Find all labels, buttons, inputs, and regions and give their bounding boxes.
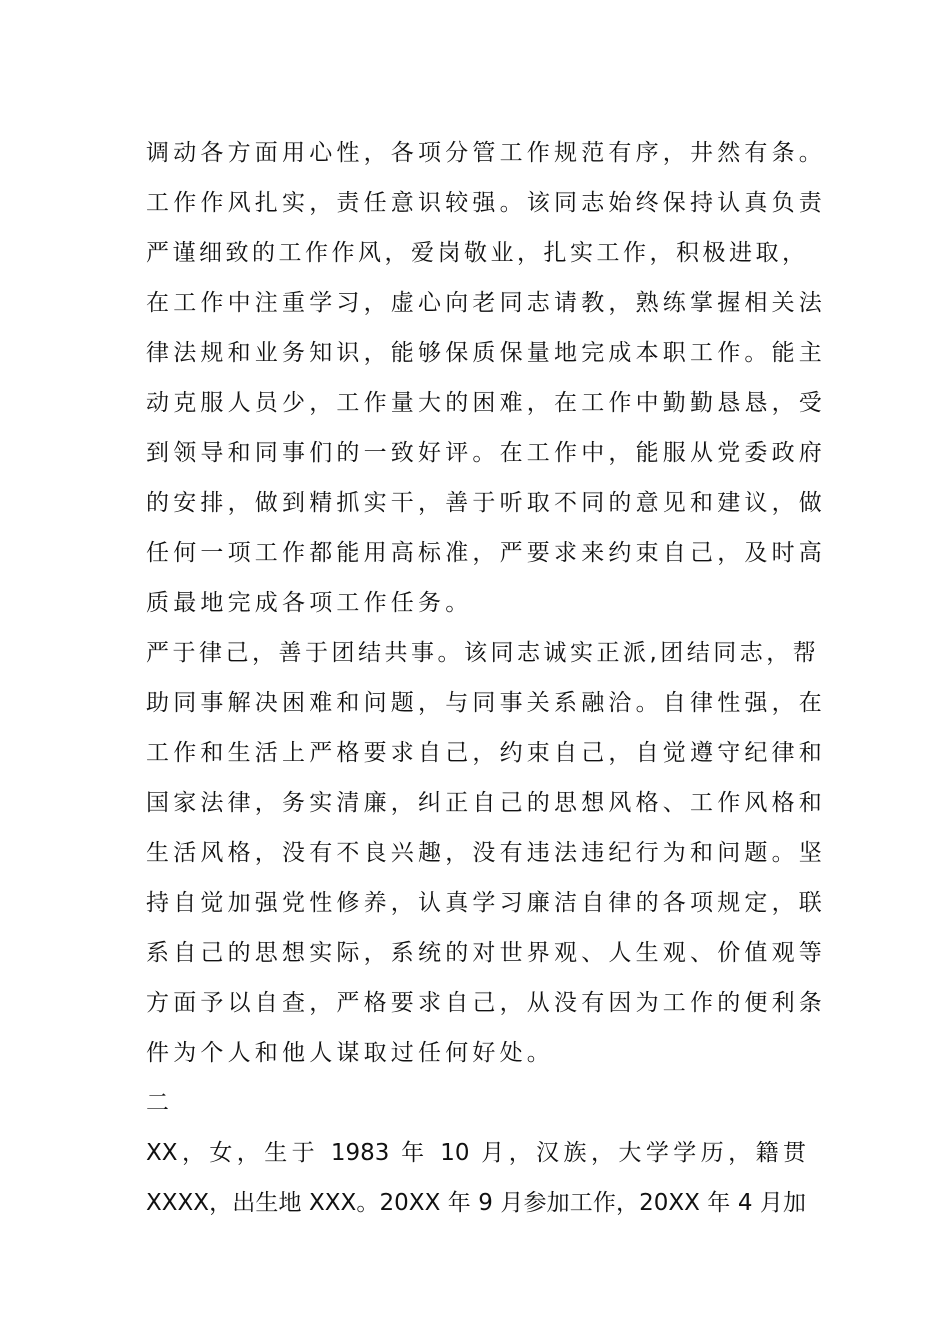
text-line: 持自觉加强党性修养，认真学习廉洁自律的各项规定，联 <box>146 890 826 916</box>
text-line: 动克服人员少，工作量大的困难，在工作中勤勤恳恳，受 <box>146 390 826 416</box>
text-line: 方面予以自查，严格要求自己，从没有因为工作的便利条 <box>146 990 826 1016</box>
text-line: 严于律己，善于团结共事。该同志诚实正派,团结同志，帮 <box>146 640 820 666</box>
text-line: 的安排，做到精抓实干，善于听取不同的意见和建议，做 <box>146 490 826 516</box>
section-marker: 二 <box>146 1090 174 1116</box>
text-line: 调动各方面用心性，各项分管工作规范有序，井然有条。 <box>146 140 826 166</box>
text-line: 严谨细致的工作作风，爱岗敬业，扎实工作，积极进取， <box>146 240 809 266</box>
text-line: 系自己的思想实际，系统的对世界观、人生观、价值观等 <box>146 940 826 966</box>
text-line: 助同事解决困难和问题，与同事关系融洽。自律性强，在 <box>146 690 826 716</box>
text-line: 在工作中注重学习，虚心向老同志请教，熟练掌握相关法 <box>146 290 826 316</box>
text-line: 律法规和业务知识，能够保质保量地完成本职工作。能主 <box>146 340 826 366</box>
text-line: 工作作风扎实，责任意识较强。该同志始终保持认真负责 <box>146 190 826 216</box>
text-line: 件为个人和他人谋取过任何好处。 <box>146 1040 554 1066</box>
document-body <box>146 128 826 1228</box>
text-line: XX，女，生于 1983 年 10 月，汉族，大学学历，籍贯 <box>146 1140 806 1166</box>
text-line: 质最地完成各项工作任务。 <box>146 590 473 616</box>
text-line: 国家法律，务实清廉，纠正自己的思想风格、工作风格和 <box>146 790 826 816</box>
text-line: XXXX，出生地 XXX。20XX 年 9 月参加工作，20XX 年 4 月加 <box>146 1190 806 1216</box>
text-line: 工作和生活上严格要求自己，约束自己，自觉遵守纪律和 <box>146 740 826 766</box>
text-line: 任何一项工作都能用高标准，严要求来约束自己，及时高 <box>146 540 826 566</box>
text-line: 生活风格，没有不良兴趣，没有违法违纪行为和问题。坚 <box>146 840 826 866</box>
text-line: 到领导和同事们的一致好评。在工作中，能服从党委政府 <box>146 440 826 466</box>
